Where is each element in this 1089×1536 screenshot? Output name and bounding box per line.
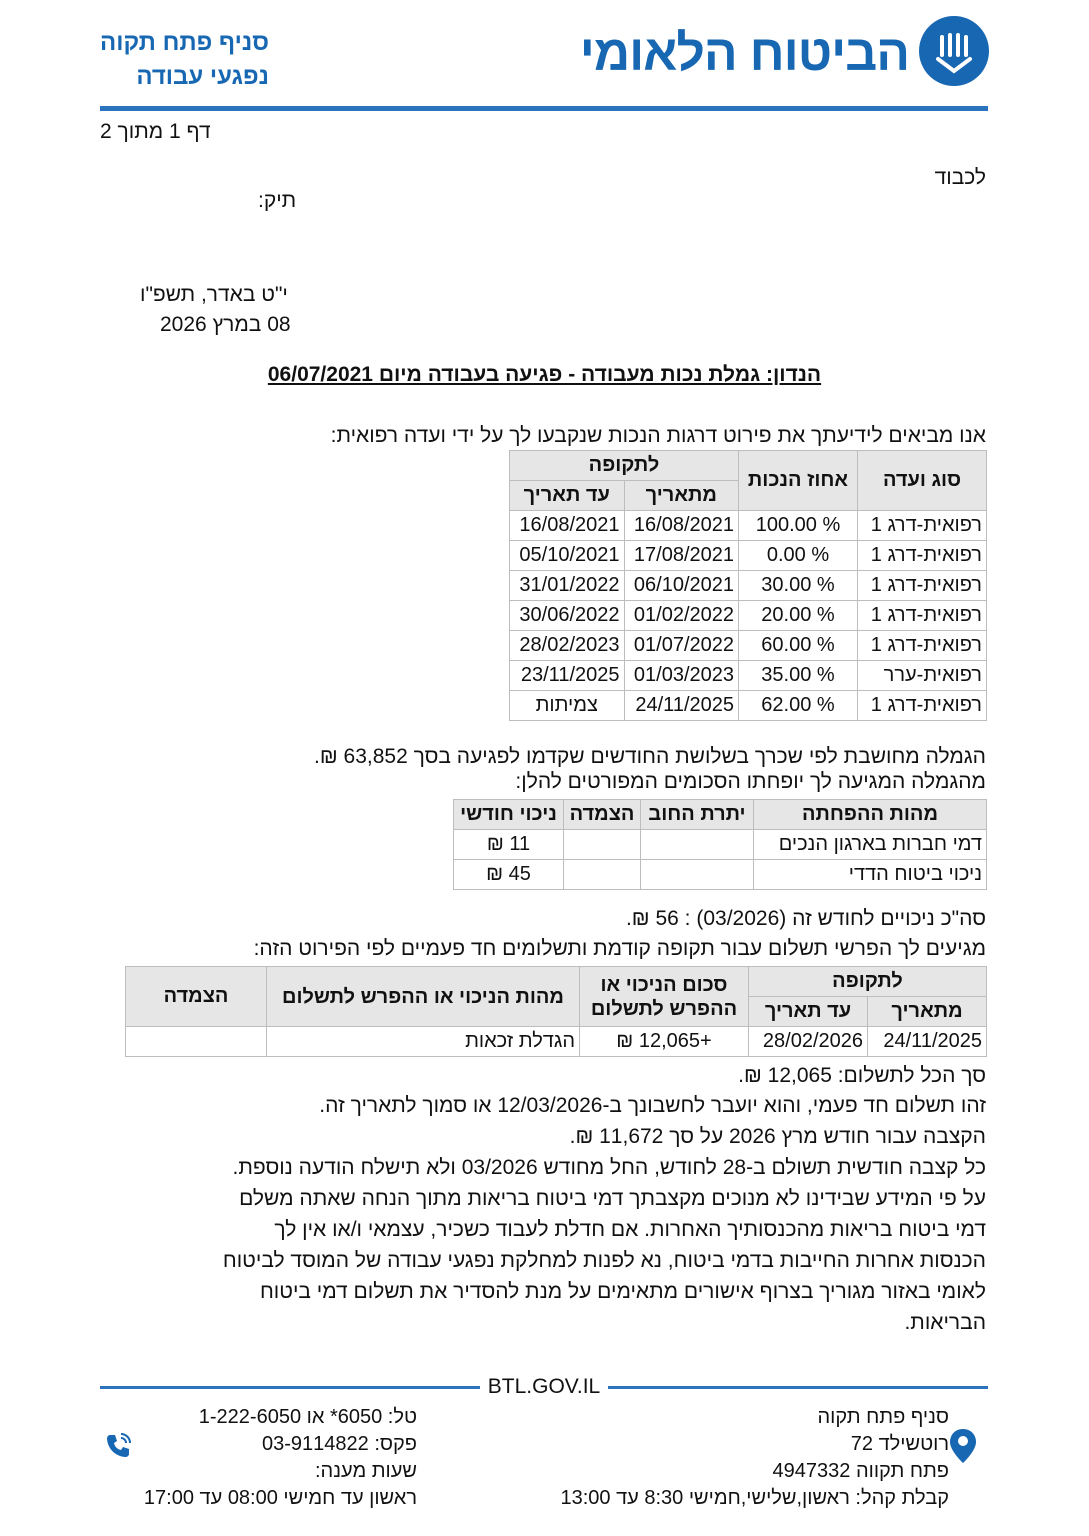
cell-type: רפואית-דרג 1	[858, 511, 987, 541]
cell-amount: +12,065 ₪	[580, 1027, 749, 1057]
col-header-type: סוג ועדה	[858, 451, 987, 511]
footer-divider-left	[100, 1386, 480, 1389]
footer-divider-right	[608, 1386, 988, 1389]
total-deductions: סה"כ ניכויים לחודש זה (03/2026) : 56 ₪.	[625, 907, 986, 930]
branch-heading	[100, 26, 269, 94]
date-gregorian: 08 במרץ 2026	[160, 313, 291, 336]
cell-from: 01/07/2022	[624, 631, 739, 661]
paragraph-line: זהו תשלום חד פעמי, והוא יועבר לחשבונך ב-12/03/2026 או סמוך לתאריך זה.	[319, 1094, 986, 1117]
cell-linkage	[126, 1027, 267, 1057]
cell-balance	[641, 860, 754, 890]
cell-percent: 30.00 %	[739, 571, 858, 601]
cell-linkage	[564, 830, 641, 860]
paragraph-line: לאומי באזור מגוריך בצרוף אישורים מתאימים על מנת להסדיר את תשלום דמי ביטוח	[259, 1280, 986, 1303]
date-hebrew: י"ט באדר, תשפ"ו	[140, 283, 288, 306]
cell-to: צמיתות	[510, 691, 625, 721]
table-row	[454, 830, 987, 860]
cell-linkage	[564, 860, 641, 890]
cell-to: 30/06/2022	[510, 601, 625, 631]
cell-from: 17/08/2021	[624, 541, 739, 571]
degrees-table	[509, 450, 987, 721]
cell-from: 06/10/2021	[624, 571, 739, 601]
table-row	[510, 601, 987, 631]
table-row	[510, 661, 987, 691]
header-divider	[100, 106, 988, 111]
salary-line: הגמלה מחושבת לפי שכרך בשלושת החודשים שקדמו לפגיעה בסך 63,852 ₪.	[314, 745, 986, 768]
paragraph-line: על פי המידע שבידינו לא מנוכים מקצבתך דמי ביטוח בריאות מתוך הנחה שאתה משלם	[239, 1187, 986, 1210]
cell-balance	[641, 830, 754, 860]
cell-to: 28/02/2026	[749, 1027, 868, 1057]
col-header-from: מתאריך	[624, 481, 739, 511]
cell-type: רפואית-ערר	[858, 661, 987, 691]
col-header-linkage: הצמדה	[126, 967, 267, 1027]
col-header-balance: יתרת החוב	[641, 800, 754, 830]
cell-nature: דמי חברות בארגון הנכים	[754, 830, 987, 860]
location-pin-icon	[949, 1428, 977, 1469]
cell-nature: ניכוי ביטוח הדדי	[754, 860, 987, 890]
footer-hours-value: ראשון עד חמישי 08:00 עד 17:00	[143, 1487, 417, 1509]
footer-address	[560, 1404, 949, 1512]
table-row	[510, 631, 987, 661]
col-header-linkage: הצמדה	[564, 800, 641, 830]
col-header-monthly: ניכוי חודשי	[454, 800, 564, 830]
paragraph-line: כל קצבה חודשית תשולם ב-28 לחודש, החל מחודש 03/2026 ולא תישלח הודעה נוספת.	[232, 1156, 986, 1179]
col-header-amount: סכום הניכוי או ההפרש לתשלום	[580, 967, 749, 1027]
table-row	[126, 1027, 987, 1057]
table-row	[454, 860, 987, 890]
deduct-intro: מהגמלה המגיעה לך יופחתו הסכומים המפורטים להלן:	[515, 770, 986, 793]
col-header-nature: מהות הניכוי או ההפרש לתשלום	[267, 967, 580, 1027]
footer-hours: קבלת קהל: ראשון,שלישי,חמישי 8:30 עד 13:00	[560, 1487, 949, 1509]
col-header-from: מתאריך	[868, 997, 987, 1027]
footer-city: פתח תקווה 4947332	[772, 1460, 949, 1482]
cell-to: 28/02/2023	[510, 631, 625, 661]
cell-type: רפואית-דרג 1	[858, 691, 987, 721]
cell-to: 31/01/2022	[510, 571, 625, 601]
btl-emblem-icon	[919, 16, 989, 86]
cell-type: רפואית-דרג 1	[858, 631, 987, 661]
total-payment: סך הכל לתשלום: 12,065 ₪.	[738, 1064, 986, 1087]
col-header-percent: אחוז הנכות	[739, 451, 858, 511]
file-label: תיק:	[258, 189, 297, 212]
col-header-period: לתקופה	[749, 967, 987, 997]
col-header-to: עד תאריך	[510, 481, 625, 511]
cell-to: 16/08/2021	[510, 511, 625, 541]
cell-percent: 60.00 %	[739, 631, 858, 661]
footer-phone: טל: 6050* או 1-222-6050	[198, 1406, 417, 1428]
cell-percent: 35.00 %	[739, 661, 858, 691]
footer-contact	[144, 1404, 417, 1512]
cell-percent: 100.00 %	[739, 511, 858, 541]
cell-nature: הגדלת זכאות	[267, 1027, 580, 1057]
deductions-table	[453, 799, 987, 890]
footer-site-link[interactable]: BTL.GOV.IL	[487, 1375, 601, 1398]
footer-street: רוטשילד 72	[850, 1433, 949, 1455]
col-header-to: עד תאריך	[749, 997, 868, 1027]
cell-from: 01/02/2022	[624, 601, 739, 631]
paragraph-line: הכנסות אחרות החייבות בדמי ביטוח, נא לפנות למחלקת נפגעי עבודה של המוסד לביטוח	[222, 1249, 986, 1272]
cell-type: רפואית-דרג 1	[858, 601, 987, 631]
intro-text: אנו מביאים לידיעתך את פירוט דרגות הנכות שנקבעו לך על ידי ועדה רפואית:	[330, 424, 986, 447]
cell-to: 23/11/2025	[510, 661, 625, 691]
table-row	[510, 571, 987, 601]
cell-from: 24/11/2025	[868, 1027, 987, 1057]
paragraph-line: הקצבה עבור חודש מרץ 2026 על סך 11,672 ₪.	[569, 1125, 986, 1148]
cell-type: רפואית-דרג 1	[858, 571, 987, 601]
cell-to: 05/10/2021	[510, 541, 625, 571]
phone-icon	[102, 1430, 134, 1467]
branch-name: סניף פתח תקוה	[100, 29, 269, 56]
col-header-period: לתקופה	[510, 451, 739, 481]
table-row	[510, 511, 987, 541]
paragraph-line: הבריאות.	[904, 1311, 986, 1334]
logo-text: הביטוח הלאומי	[579, 25, 909, 81]
onetime-table	[125, 966, 987, 1057]
cell-percent: 20.00 %	[739, 601, 858, 631]
table-row	[510, 541, 987, 571]
cell-from: 16/08/2021	[624, 511, 739, 541]
cell-from: 01/03/2023	[624, 661, 739, 691]
page-number: דף 1 מתוך 2	[100, 120, 211, 143]
paragraph-line: דמי ביטוח בריאות מהכנסותיך האחרות. אם חדלת לעבוד כשכיר, עצמאי ו/או אין לך	[274, 1218, 986, 1241]
footer-hours-label: שעות מענה:	[314, 1460, 417, 1482]
footer-fax: פקס: 03-9114822	[261, 1433, 417, 1455]
department-name: נפגעי עבודה	[136, 63, 269, 90]
cell-percent: 62.00 %	[739, 691, 858, 721]
cell-percent: 0.00 %	[739, 541, 858, 571]
subject-line: הנדון: גמלת נכות מעבודה - פגיעה בעבודה מיום 06/07/2021	[267, 363, 822, 386]
onetime-intro: מגיעים לך הפרשי תשלום עבור תקופה קודמת ותשלומים חד פעמיים לפי הפירוט הזה:	[253, 937, 986, 960]
cell-from: 24/11/2025	[624, 691, 739, 721]
cell-type: רפואית-דרג 1	[858, 541, 987, 571]
recipient-label: לכבוד	[934, 166, 986, 189]
footer-branch: סניף פתח תקוה	[817, 1406, 949, 1428]
col-header-nature: מהות ההפחתה	[754, 800, 987, 830]
table-row	[510, 691, 987, 721]
cell-monthly: 45 ₪	[454, 860, 564, 890]
cell-monthly: 11 ₪	[454, 830, 564, 860]
